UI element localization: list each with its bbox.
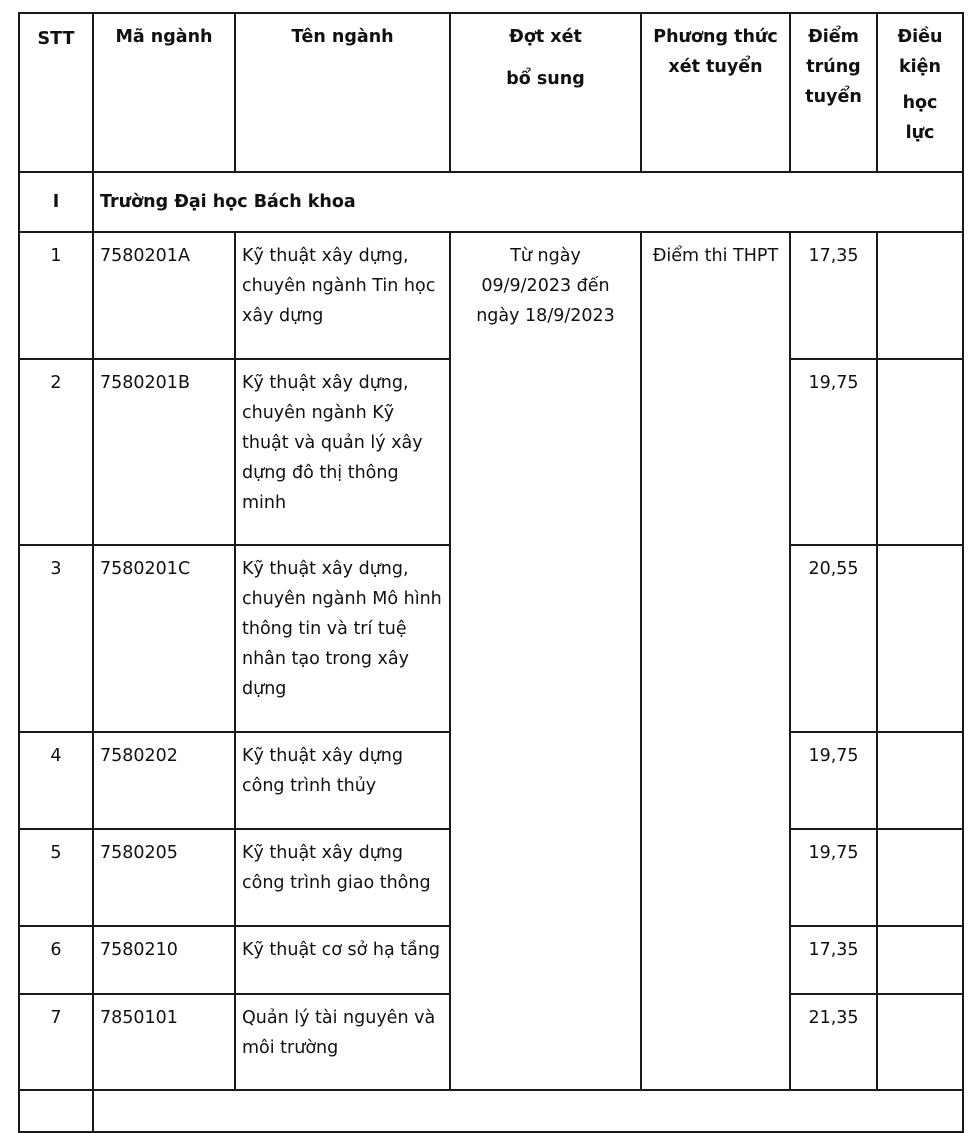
dot-xet-cell: Từ ngày 09/9/2023 đến ngày 18/9/2023 — [450, 232, 641, 1090]
header-diem-line3: tuyển — [805, 87, 862, 107]
row-dieu-kien — [877, 926, 963, 994]
row-ma-nganh: 7850101 — [93, 994, 235, 1090]
row-ten-nganh: Kỹ thuật xây dựng, chuyên ngành Mô hình thông tin và trí tuệ nhân tạo trong xây dựng — [235, 545, 450, 732]
header-dot-xet-line1: Đợt xét — [509, 27, 582, 47]
row-dieu-kien — [877, 994, 963, 1090]
header-dot-xet-line2: bổ sung — [506, 69, 585, 89]
row-ma-nganh: 7580210 — [93, 926, 235, 994]
row-diem: 17,35 — [790, 232, 877, 359]
row-ma-nganh: 7580201A — [93, 232, 235, 359]
table-row-partial — [19, 1090, 963, 1132]
row-ma-nganh: 7580201B — [93, 359, 235, 545]
row-dieu-kien — [877, 359, 963, 545]
admission-table — [18, 12, 964, 1133]
header-dieu-kien — [877, 13, 963, 172]
row-diem: 20,55 — [790, 545, 877, 732]
row-diem: 19,75 — [790, 829, 877, 926]
partial-cell — [93, 1090, 963, 1132]
row-ten-nganh: Kỹ thuật xây dựng, chuyên ngành Kỹ thuật và quản lý xây dựng đô thị thông minh — [235, 359, 450, 545]
header-ten-nganh: Tên ngành — [235, 13, 450, 172]
row-ten-nganh: Kỹ thuật xây dựng, chuyên ngành Tin học xây dựng — [235, 232, 450, 359]
section-number: I — [19, 172, 93, 232]
row-stt: 3 — [19, 545, 93, 732]
header-dieu-kien-line3: học — [902, 93, 938, 113]
row-dieu-kien — [877, 829, 963, 926]
row-ten-nganh: Kỹ thuật xây dựng công trình thủy — [235, 732, 450, 829]
header-ma-nganh: Mã ngành — [93, 13, 235, 172]
row-ten-nganh: Kỹ thuật cơ sở hạ tầng — [235, 926, 450, 994]
row-ma-nganh: 7580205 — [93, 829, 235, 926]
header-dieu-kien-line1: Điều — [897, 27, 943, 47]
row-ma-nganh: 7580201C — [93, 545, 235, 732]
row-stt: 4 — [19, 732, 93, 829]
row-diem: 19,75 — [790, 359, 877, 545]
row-ma-nganh: 7580202 — [93, 732, 235, 829]
row-dieu-kien — [877, 732, 963, 829]
section-title: Trường Đại học Bách khoa — [93, 172, 963, 232]
row-stt: 6 — [19, 926, 93, 994]
row-stt: 2 — [19, 359, 93, 545]
partial-cell — [19, 1090, 93, 1132]
header-dieu-kien-line4: lực — [905, 123, 935, 143]
row-diem: 17,35 — [790, 926, 877, 994]
row-ten-nganh: Quản lý tài nguyên và môi trường — [235, 994, 450, 1090]
table-row — [19, 232, 963, 359]
row-diem: 19,75 — [790, 732, 877, 829]
row-dieu-kien — [877, 232, 963, 359]
row-stt: 7 — [19, 994, 93, 1090]
row-ten-nganh: Kỹ thuật xây dựng công trình giao thông — [235, 829, 450, 926]
row-diem: 21,35 — [790, 994, 877, 1090]
header-diem-line2: trúng — [806, 57, 861, 77]
header-stt: STT — [19, 13, 93, 172]
header-diem — [790, 13, 877, 172]
row-stt: 5 — [19, 829, 93, 926]
section-row — [19, 172, 963, 232]
row-stt: 1 — [19, 232, 93, 359]
phuong-thuc-cell: Điểm thi THPT — [641, 232, 790, 1090]
header-diem-line1: Điểm — [808, 27, 859, 47]
header-phuong-thuc-line1: Phương thức — [653, 27, 778, 47]
header-dot-xet — [450, 13, 641, 172]
header-row — [19, 13, 963, 172]
header-phuong-thuc-line2: xét tuyển — [668, 57, 763, 77]
header-phuong-thuc — [641, 13, 790, 172]
header-dieu-kien-line2: kiện — [899, 57, 941, 77]
row-dieu-kien — [877, 545, 963, 732]
